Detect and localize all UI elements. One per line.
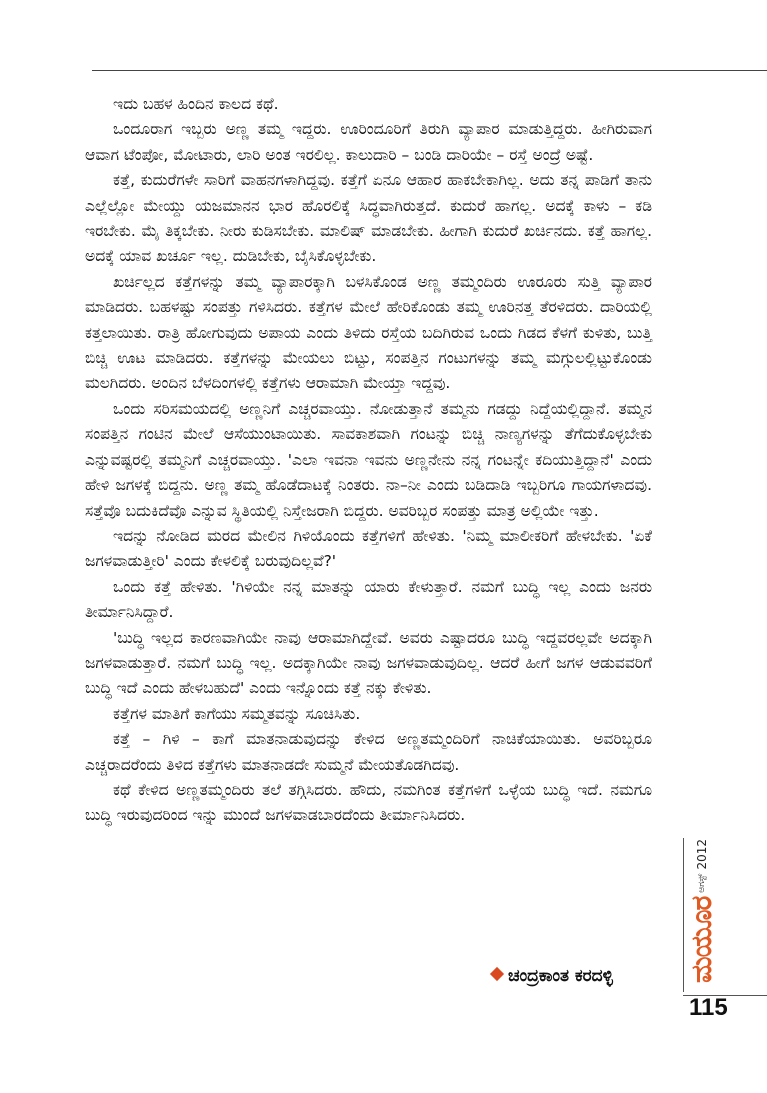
issue-year: 2012 [695, 839, 709, 870]
magazine-masthead [680, 839, 724, 983]
paragraph-7: ಒಂದು ಕತ್ತೆ ಹೇಳಿತು. 'ಗಿಳಿಯೇ ನನ್ನ ಮಾತನ್ನು ಯಾರು ಕೇಳುತ್ತಾರೆ. ನಮಗೆ ಬುದ್ಧಿ ಇಲ್ಲ ಎಂದು ಜನರು ತೀರ್ಮಾನಿಸಿದ್ದಾರೆ. [85, 577, 652, 622]
paragraph-1: ಇದು ಬಹಳ ಹಿಂದಿನ ಕಾಲದ ಕಥೆ. [113, 95, 279, 113]
paragraph-9: ಕತ್ತೆಗಳ ಮಾತಿಗೆ ಕಾಗೆಯು ಸಮ್ಮತವನ್ನು ಸೂಚಿಸಿತು. [113, 704, 361, 723]
diamond-bullet-icon [490, 967, 504, 981]
issue-month: ಆಗಸ್ಟ್ [697, 873, 707, 893]
magazine-logo: ಮಯೂರ [685, 896, 718, 983]
top-rule [92, 70, 767, 71]
paragraph-5: ಒಂದು ಸರಿಸಮಯದಲ್ಲಿ ಅಣ್ಣನಿಗೆ ಎಚ್ಚರವಾಯ್ತು. ನೋಡುತ್ತಾನೆ ತಮ್ಮನು ಗಡದ್ದು ನಿದ್ದೆಯಲ್ಲಿದ್ದಾನೆ. ತಮ್ಮನ ಸಂಪತ್ತಿನ ಗಂಟಿನ ಮೇಲೆ ಆಸೆಯುಂಟಾಯಿತು. ಸಾವಕಾಶವಾಗಿ ಗಂಟನ್ನು ಬಿಚ್ಚಿ ನಾಣ್ಯಗಳನ್ನು ತೆಗೆದುಕೊಳ್ಳಬೇಕು ಎನ್ನುವಷ್ಟರಲ್ಲಿ ತಮ್ಮನಿಗೆ ಎಚ್ಚರವಾಯ್ತು. 'ಎಲಾ ಇವನಾ ಇವನು ಅಣ್ಣನೇನು ನನ್ನ ಗಂಟನ್ನೇ ಕದಿಯುತ್ತಿದ್ದಾನೆ' ಎಂದು ಹೇಳಿ ಜಗಳಕ್ಕೆ ಬಿದ್ದನು. ಅಣ್ಣ ತಮ್ಮ ಹೊಡೆದಾಟಕ್ಕೆ ನಿಂತರು. ನಾ–ನೀ ಎಂದು ಬಡಿದಾಡಿ ಇಬ್ಬರಿಗೂ ಗಾಯಗಳಾದವು. ಸತ್ತೆವೊ ಬದುಕಿದೆವೊ ಎನ್ನುವ ಸ್ಥಿತಿಯಲ್ಲಿ ನಿಸ್ತೇಜರಾಗಿ ಬಿದ್ದರು. ಅವರಿಬ್ಬರ ಸಂಪತ್ತು ಮಾತ್ರ ಅಲ್ಲಿಯೇ ಇತ್ತು. [85, 399, 652, 520]
author-name: ಚಂದ್ರಕಾಂತ ಕರದಳ್ಳಿ [508, 966, 613, 986]
paragraph-11: ಕಥೆ ಕೇಳಿದ ಅಣ್ಣತಮ್ಮಂದಿರು ತಲೆ ತಗ್ಗಿಸಿದರು. ಹೌದು, ನಮಗಿಂತ ಕತ್ತೆಗಳಿಗೆ ಒಳ್ಳೆಯ ಬುದ್ಧಿ ಇದೆ. ನಮಗೂ ಬುದ್ಧಿ ಇರುವುದರಿಂದ ಇನ್ನು ಮುಂದೆ ಜಗಳವಾಡಬಾರದೆಂದು ತೀರ್ಮಾನಿಸಿದರು. [85, 780, 652, 825]
paragraph-3: ಕತ್ತೆ, ಕುದುರೆಗಳೇ ಸಾರಿಗೆ ವಾಹನಗಳಾಗಿದ್ದವು. ಕತ್ತೆಗೆ ಏನೂ ಆಹಾರ ಹಾಕಬೇಕಾಗಿಲ್ಲ. ಅದು ತನ್ನ ಪಾಡಿಗೆ ತಾನು ಎಲ್ಲೆಲ್ಲೋ ಮೇಯ್ದು ಯಜಮಾನನ ಭಾರ ಹೊರಲಿಕ್ಕೆ ಸಿದ್ಧವಾಗಿರುತ್ತದೆ. ಕುದುರೆ ಹಾಗಲ್ಲ. ಅದಕ್ಕೆ ಕಾಳು – ಕಡಿ ಇರಬೇಕು. ಮೈ ತಿಕ್ಕಬೇಕು. ನೀರು ಕುಡಿಸಬೇಕು. ಮಾಲಿಷ್ ಮಾಡಬೇಕು. ಹೀಗಾಗಿ ಕುದುರೆ ಖರ್ಚಿನದು. ಕತ್ತೆ ಹಾಗಲ್ಲ. ಅದಕ್ಕೆ ಯಾವ ಖರ್ಚೂ ಇಲ್ಲ. ದುಡಿಬೇಕು, ಬೈಸಿಕೊಳ್ಳಬೇಕು. [85, 171, 652, 266]
page-number: 115 [689, 994, 728, 1021]
paragraph-6: ಇದನ್ನು ನೋಡಿದ ಮರದ ಮೇಲಿನ ಗಿಳಿಯೊಂದು ಕತ್ತೆಗಳಿಗೆ ಹೇಳಿತು. 'ನಿಮ್ಮ ಮಾಲೀಕರಿಗೆ ಹೇಳಬೇಕು. 'ಏಕೆ ಜಗಳವಾಡುತ್ತೀರಿ' ಎಂದು ಕೇಳಲಿಕ್ಕೆ ಬರುವುದಿಲ್ಲವೆ?' [85, 526, 652, 571]
paragraph-4: ಖರ್ಚಿಲ್ಲದ ಕತ್ತೆಗಳನ್ನು ತಮ್ಮ ವ್ಯಾಪಾರಕ್ಕಾಗಿ ಬಳಸಿಕೊಂಡ ಅಣ್ಣ ತಮ್ಮಂದಿರು ಊರೂರು ಸುತ್ತಿ ವ್ಯಾಪಾರ ಮಾಡಿದರು. ಬಹಳಷ್ಟು ಸಂಪತ್ತು ಗಳಿಸಿದರು. ಕತ್ತೆಗಳ ಮೇಲೆ ಹೇರಿಕೊಂಡು ತಮ್ಮ ಊರಿನತ್ತ ತೆರಳಿದರು. ದಾರಿಯಲ್ಲಿ ಕತ್ತಲಾಯಿತು. ರಾತ್ರಿ ಹೋಗುವುದು ಅಪಾಯ ಎಂದು ತಿಳಿದು ರಸ್ತೆಯ ಬದಿಗಿರುವ ಒಂದು ಗಿಡದ ಕೆಳಗೆ ಕುಳಿತು, ಬುತ್ತಿ ಬಿಚ್ಚಿ ಊಟ ಮಾಡಿದರು. ಕತ್ತೆಗಳನ್ನು ಮೇಯಲು ಬಿಟ್ಟು, ಸಂಪತ್ತಿನ ಗಂಟುಗಳನ್ನು ತಮ್ಮ ಮಗ್ಗುಲಲ್ಲಿಟ್ಟುಕೊಂಡು ಮಲಗಿದರು. ಅಂದಿನ ಬೆಳದಿಂಗಳಲ್ಲಿ ಕತ್ತೆಗಳು ಆರಾಮಾಗಿ ಮೇಯ್ತಾ ಇದ್ದವು. [85, 272, 652, 393]
paragraph-8: 'ಬುದ್ಧಿ ಇಲ್ಲದ ಕಾರಣವಾಗಿಯೇ ನಾವು ಆರಾಮಾಗಿದ್ದೇವೆ. ಅವರು ಎಷ್ಟಾದರೂ ಬುದ್ಧಿ ಇದ್ದವರಲ್ಲವೇ ಅದಕ್ಕಾಗಿ ಜಗಳವಾಡುತ್ತಾರೆ. ನಮಗೆ ಬುದ್ಧಿ ಇಲ್ಲ. ಅದಕ್ಕಾಗಿಯೇ ನಾವು ಜಗಳವಾಡುವುದಿಲ್ಲ. ಆದರೆ ಹೀಗೆ ಜಗಳ ಆಡುವವರಿಗೆ ಬುದ್ಧಿ ಇದೆ ಎಂದು ಹೇಳಬಹುದೆ' ಎಂದು ಇನ್ನೊಂದು ಕತ್ತೆ ನಕ್ಕು ಕೇಳಿತು. [85, 628, 652, 698]
paragraph-2: ಒಂದೂರಾಗ ಇಬ್ಬರು ಅಣ್ಣ ತಮ್ಮ ಇದ್ದರು. ಊರಿಂದೂರಿಗೆ ತಿರುಗಿ ವ್ಯಾಪಾರ ಮಾಡುತ್ತಿದ್ದರು. ಹೀಗಿರುವಾಗ ಆವಾಗ ಟೆಂಪೋ, ಮೋಟಾರು, ಲಾರಿ ಅಂತ ಇರಲಿಲ್ಲ. ಕಾಲುದಾರಿ – ಬಂಡಿ ದಾರಿಯೇ – ರಸ್ತೆ ಅಂದ್ರೆ ಅಷ್ಟೆ. [85, 120, 652, 164]
story-body [85, 92, 652, 829]
paragraph-10: ಕತ್ತೆ – ಗಿಳಿ – ಕಾಗೆ ಮಾತನಾಡುವುದನ್ನು ಕೇಳಿದ ಅಣ್ಣತಮ್ಮಂದಿರಿಗೆ ನಾಚಿಕೆಯಾಯಿತು. ಅವರಿಬ್ಬರೂ ಎಚ್ಚರಾದರೆಂದು ತಿಳಿದ ಕತ್ತೆಗಳು ಮಾತನಾಡದೇ ಸುಮ್ಮನೆ ಮೇಯತೊಡಗಿದವು. [85, 730, 652, 774]
author-byline [492, 966, 613, 986]
